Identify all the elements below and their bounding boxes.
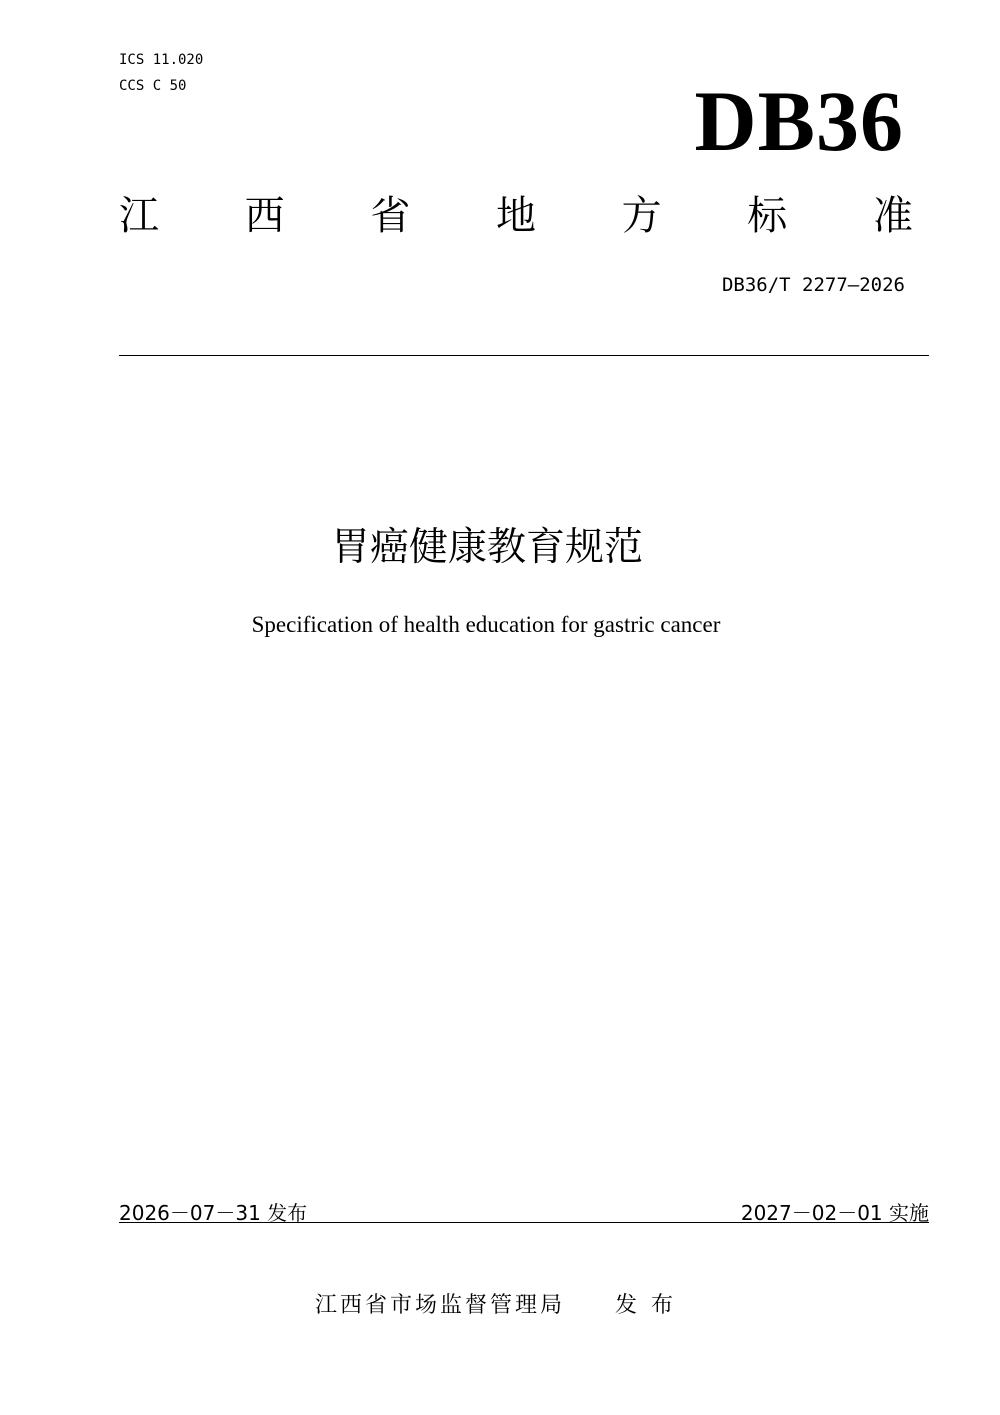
standard-type-char: 地 [495,193,536,239]
document-title-english: Specification of health education for gastric cancer [251,612,721,637]
ics-code: ICS 11.020 [119,52,204,68]
standard-type-char: 方 [621,193,662,239]
ccs-code: CCS C 50 [119,78,187,94]
standard-type-char: 省 [370,193,411,239]
issuer-line [315,1288,687,1319]
standard-type-char: 准 [872,193,913,239]
standard-number: DB36/T 2277—2026 [721,274,905,296]
implement-date: 2027－02－01 实施 [740,1201,929,1225]
bottom-divider [119,1222,929,1223]
publish-date: 2026－07－31 发布 [119,1201,308,1225]
issuing-authority: 江西省市场监督管理局 [315,1293,566,1318]
standard-type-char: 江 [119,193,159,239]
standard-logo: DB36 [694,73,904,169]
standard-type-char: 西 [244,193,285,239]
issue-action: 发布 [615,1293,688,1318]
standard-type-char: 标 [747,193,788,239]
top-divider [119,355,929,356]
document-title-chinese: 胃癌健康教育规范 [330,525,643,570]
standard-type-heading [119,193,913,239]
